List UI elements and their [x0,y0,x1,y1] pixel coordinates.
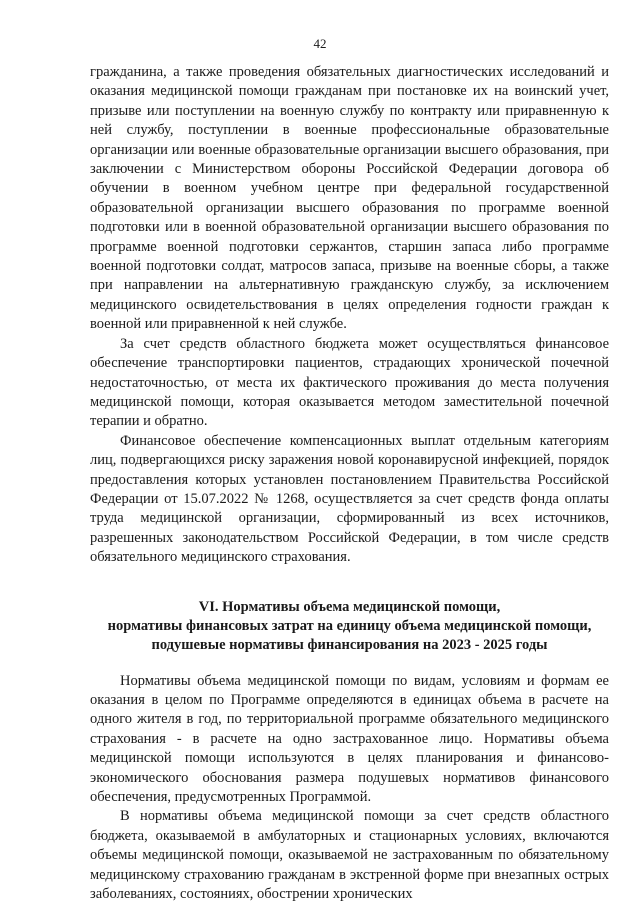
section-heading-line: подушевые нормативы финансирования на 2023 - 2025 годы [151,636,548,653]
section-heading-line: VI. Нормативы объема медицинской помощи, [198,598,501,615]
page-number: 42 [313,36,327,51]
paragraph-compensation-payments: Финансовое обеспечение компенсационных выплат отдельным категориям лиц, подвергающихся риску заражения новой коронавирусной инфекцией, порядок предоставления которых установлен постановлением Правительства Российской Федерации от 15.07.2022 № 1268, осуществляется за счет средств фонда оплаты труда медицинской организации, сформированный из всех источников, разрешенных законодательством Российской Федерации, в том числе средств обязательного медицинского страхования. [90,432,609,566]
paragraph-transport-funding: За счет средств областного бюджета может осуществляться финансовое обеспечение транспортировки пациентов, страдающих хронической почечной недостаточностью, от места их фактического проживания до места получения медицинской помощи, которая оказывается методом заместительной почечной терапии и обратно. [90,335,609,430]
paragraph-volume-norms: Нормативы объема медицинской помощи по видам, условиям и формам ее оказания в целом по Программе определяются в единицах объема в расчете на одного жителя в год, по территориальной программе обязательного медицинского страхования - в расчете на одно застрахованное лицо. Нормативы объема медицинской помощи используются в целях планирования и финансово-экономического обоснования размера подушевых нормативов финансового обеспечения, предусмотренных Программой. [90,672,609,805]
section-heading-line: нормативы финансовых затрат на единицу объема медицинской помощи, [107,617,592,634]
page-body [90,63,609,904]
section-heading [90,598,609,655]
paragraph-regional-budget: В нормативы объема медицинской помощи за счет средств областного бюджета, оказываемой в амбулаторных и стационарных условиях, включаются объемы медицинской помощи, оказываемой не застрахованным по обязательному медицинскому страхованию гражданам в экстренной форме при внезапных острых заболеваниях, состояниях, обострении хронических [90,808,609,903]
paragraph-military-service: гражданина, а также проведения обязательных диагностических исследований и оказания медицинской помощи гражданам при постановке их на воинский учет, призыве или поступлении на военную службу по контракту или приравненную к ней службу, поступлении в военные профессиональные образовательные организации или военные образовательные организации высшего образования, при заключении с Министерством обороны Российской Федерации договора об обучении в военном учебном центре при федеральной государственной образовательной организации высшего образования по программе военной подготовки или в военной образовательной организации высшего образования по программе военной подготовки сержантов, старшин запаса либо программе военной подготовки солдат, матросов запаса, призыве на военные сборы, а также при направлении на альтернативную гражданскую службу, за исключением медицинского освидетельствования в целях определения годности граждан к военной или приравненной к ней службе. [90,64,609,333]
